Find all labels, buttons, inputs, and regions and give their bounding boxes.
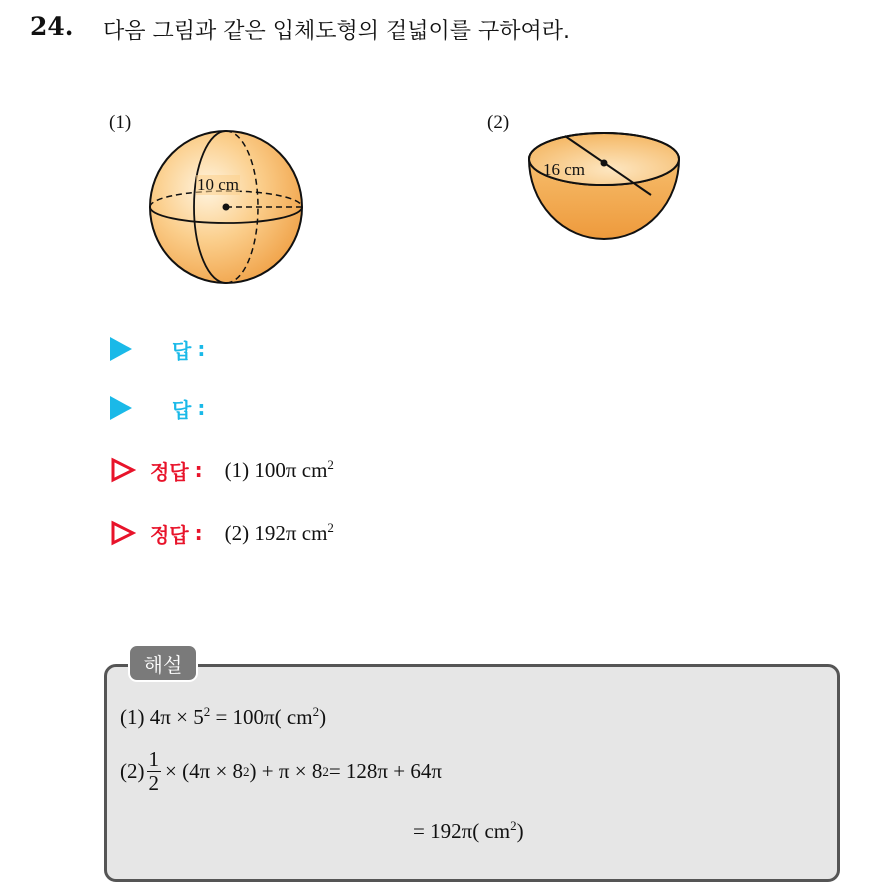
correct-answer-row-2: [110, 518, 334, 548]
answer-row-1: [110, 334, 205, 364]
correct-answer-value-2: (2) 192π $cm^2$: [224, 520, 334, 545]
correct-answer-label: 정답: [150, 522, 189, 547]
answer-colon: :: [197, 337, 206, 361]
solution-line-3: = 192π( $cm^2$): [413, 818, 524, 843]
correct-answer-value-1: (1) 100π $cm^2$: [224, 457, 334, 482]
sphere-radius-label: 10 cm: [197, 175, 240, 194]
play-icon: [110, 396, 132, 420]
play-outline-icon: [110, 457, 136, 483]
figure-2-label: (2): [487, 112, 510, 133]
solution-title: 해설: [128, 644, 198, 682]
correct-answer-colon: :: [194, 458, 203, 482]
answer-label: 답: [172, 397, 192, 422]
correct-answer-colon: :: [194, 521, 203, 545]
question-number: 24.: [30, 12, 74, 41]
solution-line-2: (2) $\frac{1}{2}$ × (4π × 8 2 ) + π × 8 2 = 128π + 64π: [120, 747, 442, 795]
solution-line-1: (1) $4\pi \times 5^2 = 100\pi$( $cm^2$): [120, 704, 327, 729]
hemisphere-diameter-label: 16 cm: [543, 160, 586, 179]
answer-label: 답: [172, 338, 192, 363]
correct-answer-label: 정답: [150, 459, 189, 484]
play-icon: [110, 337, 132, 361]
figure-1-label: (1): [109, 112, 132, 133]
fraction-one-half: $\frac{1}{2}$: [148, 747, 159, 795]
question-text: 다음 그림과 같은 입체도형의 겉넓이를 구하여라.: [103, 19, 571, 44]
answer-colon: :: [197, 396, 206, 420]
sphere-figure: [145, 125, 310, 290]
correct-answer-row-1: [110, 455, 334, 485]
hemisphere-figure: [525, 125, 685, 247]
answer-row-2: [110, 393, 205, 423]
play-outline-icon: [110, 520, 136, 546]
